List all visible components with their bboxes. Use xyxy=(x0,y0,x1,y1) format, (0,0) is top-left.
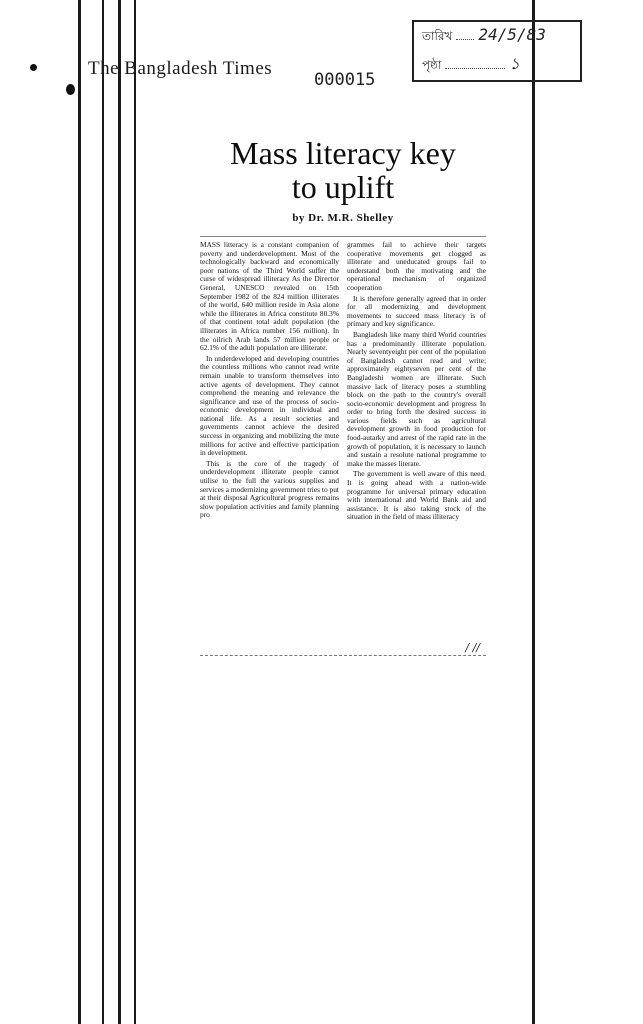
article-column-2 xyxy=(347,241,486,524)
paragraph: In underdeveloped and developing countries the countless millions who cannot read write remain unable to transform themselves into active agents of development. They cannot comprehend the meaning and relevance the significance and use of the process of socio-economic development in individual and national life. As a result societies and governments cannot achieve the desired success in organizing and mobilizing the mute millions for active and effective participation in development. xyxy=(200,353,339,458)
stamp-dotted-line xyxy=(456,39,474,40)
margin-rule-left-1 xyxy=(78,0,81,1024)
paragraph: It is therefore generally agreed that in order for all modernizing and development movements to succeed mass literacy is of primary and key significance. xyxy=(347,293,486,329)
margin-rule-left-4 xyxy=(134,0,136,1024)
headline-line-2: to uplift xyxy=(291,169,395,205)
margin-rule-left-2 xyxy=(102,0,104,1024)
handwritten-tick-mark: / // xyxy=(465,641,480,654)
margin-rule-right xyxy=(532,0,535,1024)
stamp-date-label: তারিখ xyxy=(422,29,453,43)
newspaper-masthead: The Bangladesh Times xyxy=(88,58,273,79)
stamp-page-value: ১ xyxy=(509,54,520,73)
paragraph: Bangladesh like many third World countries has a predominantly illiterate population. Nearly seventyeight per cent of the population of Bangladesh cannot read and write; approximately eightyseven per cent of the Bangladeshi women are illiterate. Such massive lack of literacy poses a stumbling block on the path to the country's overall socio-economic development and progress In order to bring forth the desired success in various fields such as agricultural development growth in food production for food-autarky and arrest of the rapid rate in the growth of population, it is necessary to launch and sustain a resolute national programme to make the masses literate. xyxy=(347,329,486,468)
article-byline: by Dr. M.R. Shelley xyxy=(292,212,394,224)
stamp-date-row xyxy=(422,25,572,51)
paragraph: grammes fail to achieve their targets cooperative movements get clogged as illiterate and uneducated groups fail to understand both the motivating and the operational mechanism of organized cooperation xyxy=(347,241,486,292)
scan-speck xyxy=(30,64,37,71)
reference-number: 000015 xyxy=(314,70,376,90)
scan-speck xyxy=(66,84,75,95)
paragraph: This is the core of the tragedy of underdevelopment illiterate people cannot utilise to the full the various supplies and services a modernizing government tries to put at their disposal Agricultural progress remains slow population activities and family planning pro xyxy=(200,458,339,520)
stamp-page-label: পৃষ্ঠা xyxy=(422,58,442,72)
archive-date-stamp xyxy=(412,20,582,82)
margin-rule-left-3 xyxy=(118,0,121,1024)
article-body xyxy=(200,236,486,524)
paragraph: MASS litteracy is a constant companion of poverty and underdevelopment. Most of the technologically backward and economically poor nations of the Third World suffer the curse of widespread illiteracy As the Director General, UNESCO revealed on 15th September 1982 of the 824 million illiterates of the world, 640 million reside in Asia alone while the illiterates in Africa constitute 80.3% of that continent total adult population (the illiterates in Africa number 156 million). In the oilrich Arab lands 57 million people or 62.1% of the adult population are illiterate. xyxy=(200,241,339,353)
headline-line-1: Mass literacy key xyxy=(230,135,456,171)
article-headline xyxy=(200,136,486,204)
stamp-date-value: 24/5/83 xyxy=(478,25,546,44)
paragraph: The government is well aware of this need. It is going ahead with a nation-wide programme for universal primary education with international and World Bank aid and assistance. It is also taking stock of the situation in the field of mass illiteracy xyxy=(347,469,486,522)
newspaper-clipping xyxy=(200,128,486,656)
stamp-page-row xyxy=(422,51,572,77)
clipping-cut-edge xyxy=(200,655,486,656)
stamp-dotted-line xyxy=(445,68,505,69)
article-column-1 xyxy=(200,241,339,524)
